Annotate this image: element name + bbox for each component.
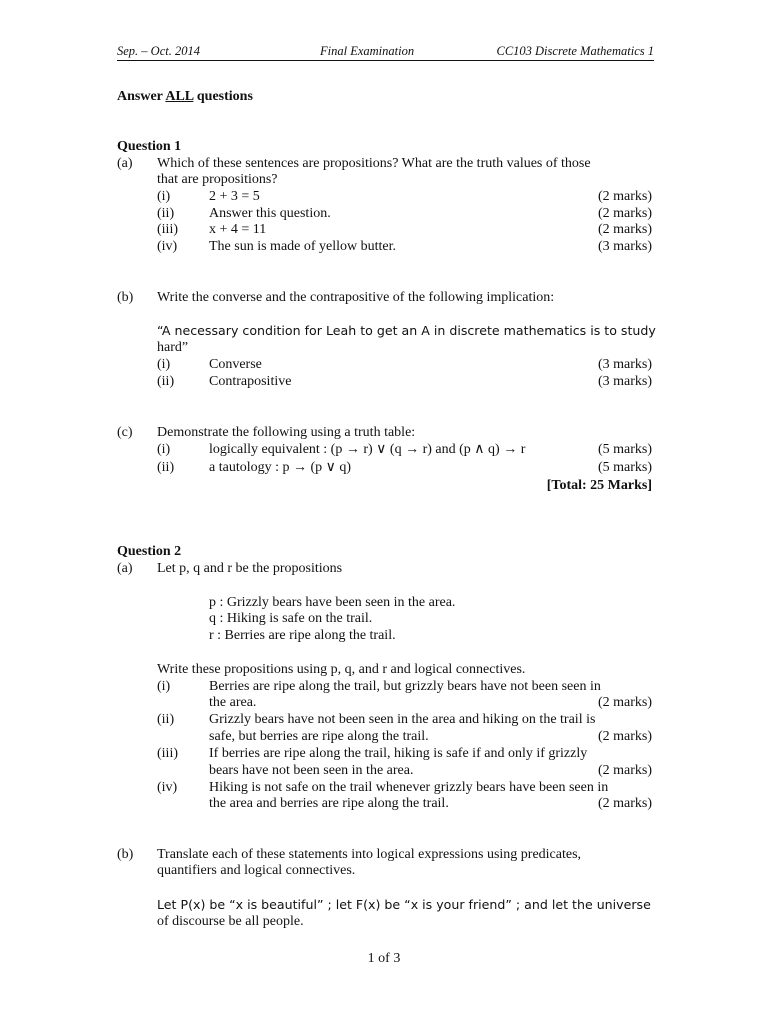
q2a-item-num: (iv) — [157, 780, 178, 795]
q1a-item-text: Answer this question. — [209, 206, 331, 221]
q1c-item-text: logically equivalent : (p → r) ∨ (q → r) and (p ∧ q) → r — [209, 442, 526, 457]
q1b-item-marks: (3 marks) — [597, 357, 652, 372]
q1c-item-num: (i) — [157, 442, 171, 457]
q2a-text: Let p, q and r be the propositions — [157, 561, 343, 576]
instruction-all: ALL — [165, 89, 194, 104]
q2b-let: Let P(x) be “x is beautiful” ; let F(x) be “x is your friend” ; and let the universe — [157, 897, 651, 912]
q1a-item-num: (iv) — [157, 239, 178, 254]
q1a-item-marks: (2 marks) — [597, 189, 652, 204]
q1a-item-marks: (2 marks) — [597, 206, 652, 221]
q2b-text-2: quantifiers and logical connectives. — [157, 863, 356, 878]
q2a-item-text: Berries are ripe along the trail, but grizzly bears have not been seen in — [209, 679, 601, 694]
q1a-item-num: (ii) — [157, 206, 175, 221]
q1-total: [Total: 25 Marks] — [546, 478, 652, 493]
q1b-quote-2: hard” — [157, 340, 189, 355]
q1b-label: (b) — [117, 290, 134, 305]
q2a-item-marks: (2 marks) — [597, 729, 652, 744]
q2a-item-text-2: bears have not been seen in the area. — [209, 763, 414, 778]
q2a-prop: q : Hiking is safe on the trail. — [209, 611, 373, 626]
q2a-item-text: If berries are ripe along the trail, hiking is safe if and only if grizzly — [209, 746, 588, 761]
instruction: Answer ALL questions — [117, 89, 253, 104]
q1b-item-num: (i) — [157, 357, 171, 372]
header-date: Sep. – Oct. 2014 — [117, 44, 200, 58]
q2a-prop: p : Grizzly bears have been seen in the area. — [209, 595, 456, 610]
q1a-item-text: x + 4 = 11 — [209, 222, 267, 237]
q1c-item-marks: (5 marks) — [597, 442, 652, 457]
q2a-prop: r : Berries are ripe along the trail. — [209, 628, 396, 643]
page-number: 1 of 3 — [367, 951, 401, 966]
q2a-item-num: (iii) — [157, 746, 178, 761]
question-2-title: Question 2 — [117, 544, 182, 559]
q1c-text: Demonstrate the following using a truth table: — [157, 425, 416, 440]
q1a-item-marks: (2 marks) — [597, 222, 652, 237]
q2a-item-marks: (2 marks) — [597, 796, 652, 811]
q1a-item-text: 2 + 3 = 5 — [209, 189, 260, 204]
page-header — [117, 43, 654, 61]
q1b-quote: “A necessary condition for Leah to get an A in discrete mathematics is to study — [157, 323, 656, 338]
q1a-text: Which of these sentences are propositions? What are the truth values of those — [157, 156, 591, 171]
q1b-item-num: (ii) — [157, 374, 175, 389]
q1a-item-text: The sun is made of yellow butter. — [209, 239, 397, 254]
q1a-text-2: that are propositions? — [157, 172, 278, 187]
q2a-item-marks: (2 marks) — [597, 695, 652, 710]
q2a-item-marks: (2 marks) — [597, 763, 652, 778]
q1b-text: Write the converse and the contrapositive of the following implication: — [157, 290, 555, 305]
q2a-item-text: Grizzly bears have not been seen in the area and hiking on the trail is — [209, 712, 596, 727]
q2b-text: Translate each of these statements into logical expressions using predicates, — [157, 847, 582, 862]
q2a-item-text-2: the area. — [209, 695, 257, 710]
header-title: Final Examination — [320, 44, 415, 58]
q1b-item-text: Converse — [209, 357, 262, 372]
q2b-label: (b) — [117, 847, 134, 862]
question-1-title: Question 1 — [117, 139, 182, 154]
q2a-item-text-2: the area and berries are ripe along the trail. — [209, 796, 449, 811]
q1a-item-num: (iii) — [157, 222, 178, 237]
q1b-item-marks: (3 marks) — [597, 374, 652, 389]
q1a-item-marks: (3 marks) — [597, 239, 652, 254]
q1c-item-num: (ii) — [157, 460, 175, 475]
q2a-write: Write these propositions using p, q, and r and logical connectives. — [157, 662, 526, 677]
q2a-item-text: Hiking is not safe on the trail whenever grizzly bears have been seen in — [209, 780, 609, 795]
q2b-let-2: of discourse be all people. — [157, 914, 304, 929]
q2a-item-num: (ii) — [157, 712, 175, 727]
q1b-item-text: Contrapositive — [209, 374, 292, 389]
q1c-item-marks: (5 marks) — [597, 460, 652, 475]
q1a-item-num: (i) — [157, 189, 171, 204]
q1c-item-text: a tautology : p → (p ∨ q) — [209, 460, 352, 475]
q1c-label: (c) — [117, 425, 133, 440]
q1a-label: (a) — [117, 156, 133, 171]
header-course: CC103 Discrete Mathematics 1 — [496, 44, 654, 58]
q2a-label: (a) — [117, 561, 133, 576]
q2a-item-num: (i) — [157, 679, 171, 694]
q2a-item-text-2: safe, but berries are ripe along the trail. — [209, 729, 429, 744]
